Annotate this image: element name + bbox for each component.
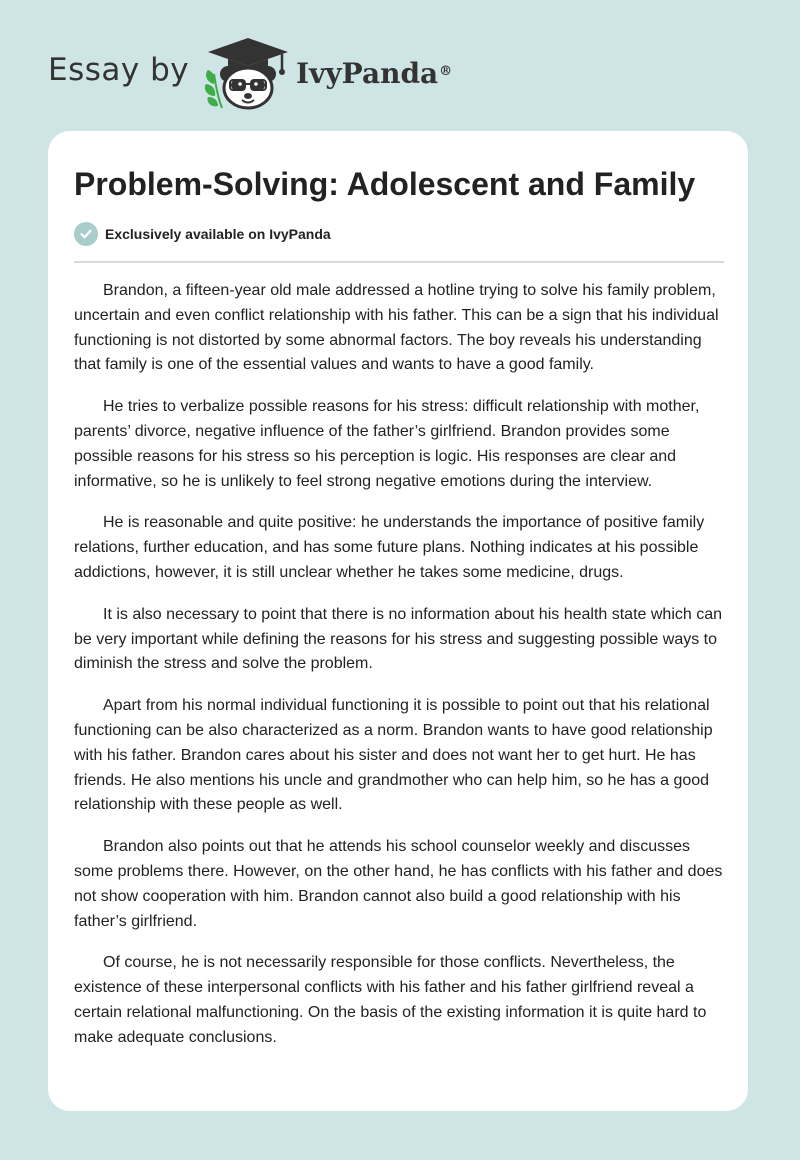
check-circle-icon: [74, 222, 98, 246]
paragraph: He tries to verbalize possible reasons for his stress: difficult relationship with mother, parents’ divorce, negative influence of the father’s girlfriend. Brandon provides some possible reasons for his stress so his perception is logic. His responses are clear and informative, so he is unlikely to feel strong negative emotions during the interview.: [74, 398, 700, 490]
exclusive-badge: [74, 222, 331, 246]
essay-card: [48, 131, 748, 1111]
paragraph: Of course, he is not necessarily responsible for those conflicts. Nevertheless, the existence of these interpersonal conflicts with his father and his father girlfriend reveal a certain relational malfunctioning. On the basis of the existing information it is quite hard to make adequate conclusions.: [74, 954, 707, 1046]
panda-logo-icon[interactable]: [200, 34, 296, 110]
badge-label: Exclusively available on IvyPanda: [105, 226, 331, 242]
paragraph: Brandon also points out that he attends his school counselor weekly and discusses some problems there. However, on the other hand, he has conflicts with his father and does not show cooperation with him. Brandon cannot also build a good relationship with his father’s girlfriend.: [74, 838, 723, 930]
paragraph: He is reasonable and quite positive: he understands the importance of positive family relations, further education, and has some future plans. Nothing indicates at his possible addictions, however, it is still unclear whether he takes some medicine, drugs.: [74, 514, 705, 581]
paragraph: It is also necessary to point that there is no information about his health state which can be very important while defining the reasons for his stress and suggesting possible ways to diminish the stress and solve the problem.: [74, 605, 723, 673]
paragraph: Apart from his normal individual functioning it is possible to point out that his relational functioning can be also characterized as a norm. Brandon wants to have good relationship with his father. Brandon cares about his sister and does not want her to get hurt. He has friends. He also mentions his uncle and grandmother who can help him, so he has a good relationship with these people as well.: [74, 697, 713, 814]
page-title: Problem-Solving: Adolescent and Family: [74, 166, 696, 202]
registered-mark: ®: [439, 64, 453, 79]
brand-name[interactable]: [296, 54, 452, 94]
leaf-icon: [205, 70, 222, 108]
essay-body: [74, 279, 724, 1068]
site-header: [0, 0, 800, 130]
divider: [74, 261, 724, 263]
brand-text: IvyPanda: [296, 57, 439, 90]
panda-head-icon: [220, 66, 276, 108]
essay-by-text: Essay by: [48, 52, 190, 88]
paragraph: Brandon, a fifteen-year old male addressed a hotline trying to solve his family problem, uncertain and even conflict relationship with his father. This can be a sign that his individual functioning is not distorted by some abnormal factors. The boy reveals his understanding that family is one of the essential values and wants to have a good family.: [74, 282, 719, 374]
